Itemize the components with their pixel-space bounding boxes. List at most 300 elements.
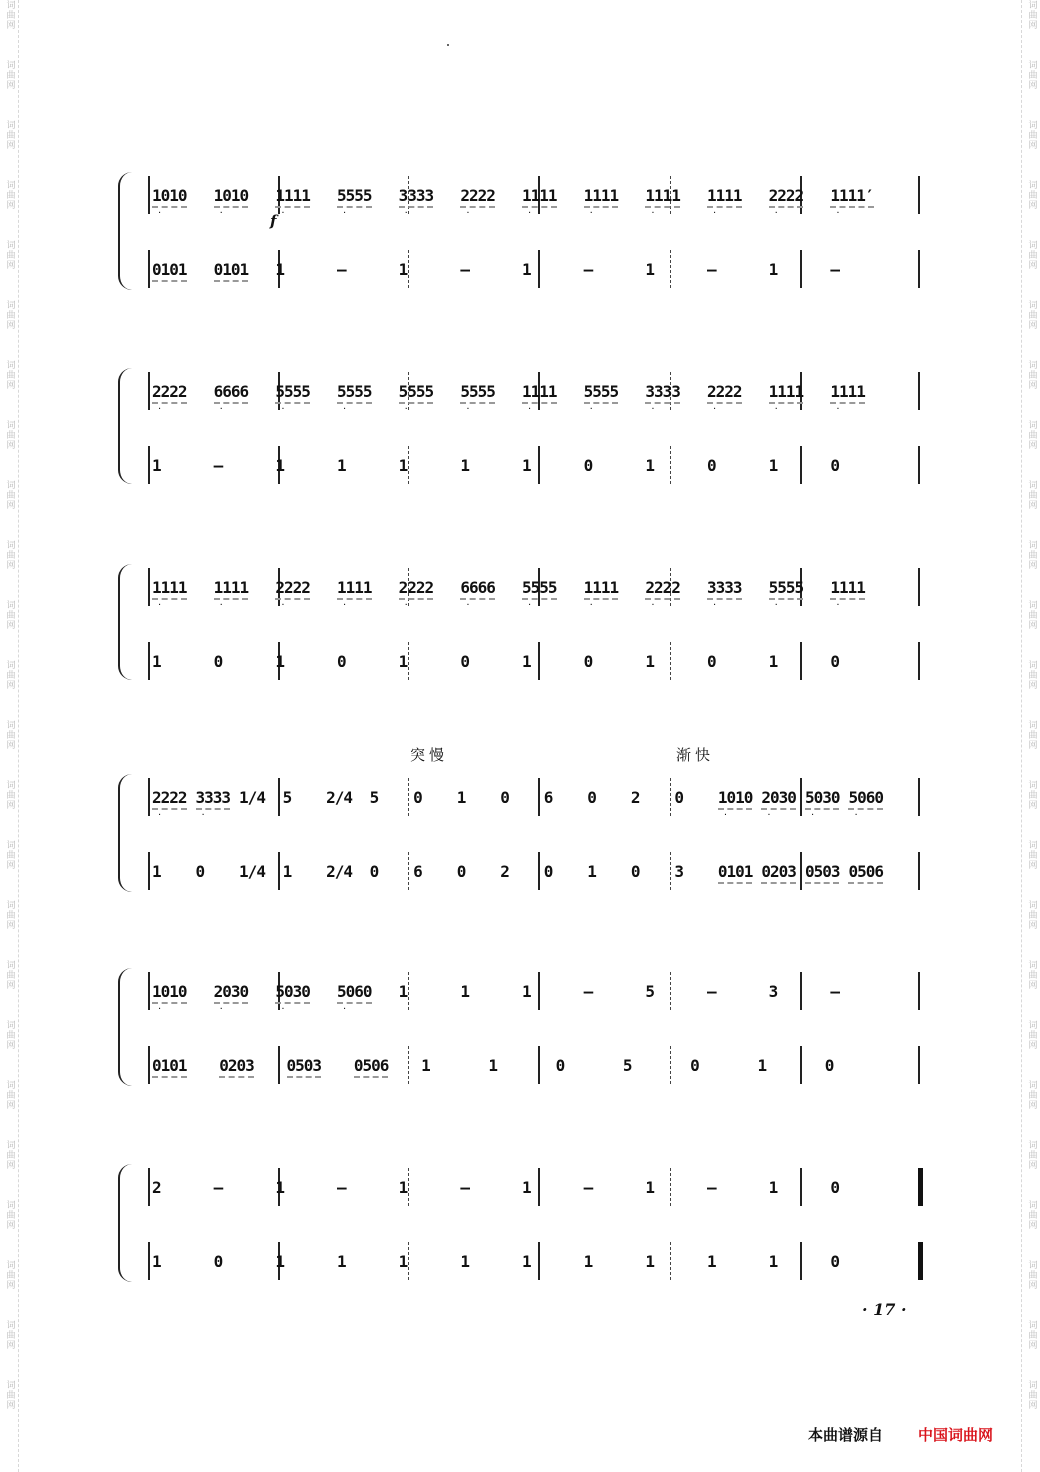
note: 1111	[522, 382, 557, 404]
note: 1	[275, 1252, 284, 1271]
note: 0	[500, 788, 509, 807]
note: 0101	[214, 260, 249, 282]
note: 2222	[769, 186, 804, 208]
bar-line	[148, 852, 150, 890]
end-bar-line	[918, 372, 920, 410]
note: 1	[488, 1056, 497, 1075]
note: 1111	[214, 578, 249, 600]
upper-staff	[148, 376, 920, 415]
watermark-text: 词曲网	[4, 180, 15, 210]
note: 0	[369, 862, 379, 881]
note: –	[460, 260, 469, 279]
bar-line	[670, 446, 671, 484]
bar-line	[538, 778, 540, 816]
note: 1	[522, 652, 531, 671]
note: 1	[152, 652, 161, 671]
watermark-text: 词曲网	[4, 840, 15, 870]
note: 5555	[460, 382, 495, 404]
note: 3	[768, 982, 778, 1001]
octave-dot: ·	[219, 208, 223, 219]
octave-dot: ·	[651, 404, 655, 415]
note: 0503	[805, 862, 840, 884]
note: 1/4	[239, 862, 265, 881]
system-brace	[118, 774, 136, 892]
watermark-text: 词曲网	[1026, 720, 1037, 750]
note: 3	[674, 862, 683, 881]
note: 0	[213, 1252, 223, 1271]
note: 1	[768, 652, 778, 671]
octave-dot: ·	[713, 404, 717, 415]
note: –	[583, 1178, 593, 1197]
octave-dot: ·	[219, 1004, 223, 1015]
watermark-text: 词曲网	[4, 1260, 15, 1290]
note: 0203	[761, 862, 796, 884]
lower-staff	[148, 646, 920, 678]
note: 0	[213, 652, 223, 671]
note: 1	[522, 260, 531, 279]
bar-line	[800, 642, 802, 680]
note: 1	[645, 1252, 654, 1271]
octave-dot: ·	[713, 600, 717, 611]
note: 0	[543, 862, 553, 881]
watermark-text: 词曲网	[4, 240, 15, 270]
lower-staff	[148, 254, 920, 286]
note: 2222	[275, 578, 310, 600]
note: 2222	[152, 788, 187, 810]
octave-dot: ·	[201, 810, 205, 821]
bar-line	[278, 852, 280, 890]
bar-line	[148, 642, 150, 680]
note: 1	[398, 652, 408, 671]
bar-line	[670, 778, 671, 816]
watermark-text: 词曲网	[4, 540, 15, 570]
end-bar-line	[918, 446, 920, 484]
note: 1111′	[830, 186, 873, 208]
bar-line	[148, 176, 150, 214]
lower-staff	[148, 856, 920, 888]
note: 5	[645, 982, 654, 1001]
bar-line	[800, 446, 802, 484]
watermark-text: 词曲网	[4, 900, 15, 930]
note: 0101	[152, 260, 187, 282]
note: 1	[456, 788, 466, 807]
watermark-text: 词曲网	[1026, 1140, 1037, 1170]
bar-line	[800, 1168, 802, 1206]
note: 1	[757, 1056, 767, 1075]
note: 5030	[275, 982, 310, 1004]
note: 5	[282, 788, 292, 807]
tempo-slow: 突慢	[410, 748, 449, 764]
note: 0	[707, 652, 716, 671]
note: 0	[456, 862, 466, 881]
octave-dot: ·	[836, 600, 840, 611]
system-brace	[118, 368, 136, 484]
octave-dot: ·	[589, 600, 593, 611]
note: 0	[830, 1178, 839, 1197]
note: 0	[555, 1056, 565, 1075]
note: 1	[398, 456, 408, 475]
score-system	[118, 168, 920, 292]
system-brace	[118, 172, 136, 290]
octave-dot: ·	[281, 208, 285, 219]
note: 1	[707, 1252, 716, 1271]
bar-line	[148, 568, 150, 606]
note: 1010	[214, 186, 249, 208]
end-bar-line	[918, 568, 920, 606]
watermark-text: 词曲网	[4, 600, 15, 630]
octave-dot: ·	[219, 404, 223, 415]
note: 1/4	[239, 788, 265, 807]
note: 6	[543, 788, 553, 807]
bar-line	[670, 642, 671, 680]
octave-dot: ·	[774, 600, 778, 611]
octave-dot: ·	[158, 404, 162, 415]
note: 5555	[522, 578, 557, 600]
note: 2	[500, 862, 509, 881]
end-bar-line	[918, 852, 920, 890]
note: 2222	[645, 578, 680, 600]
watermark-text: 词曲网	[4, 120, 15, 150]
note: 1	[152, 1252, 161, 1271]
octave-dot: ·	[836, 208, 840, 219]
bar-line	[538, 446, 540, 484]
watermark-text: 词曲网	[1026, 660, 1037, 690]
octave-dot: ·	[343, 1004, 347, 1015]
watermark-text: 词曲网	[4, 1200, 15, 1230]
bar-line	[538, 1168, 540, 1206]
note: 1	[337, 1252, 346, 1271]
watermark-text: 词曲网	[1026, 360, 1037, 390]
octave-dot: ·	[713, 208, 717, 219]
watermark-text: 词曲网	[4, 1080, 15, 1110]
octave-dot: ·	[158, 208, 162, 219]
note: 1010	[152, 982, 187, 1004]
bar-line	[408, 852, 409, 890]
note: 5	[369, 788, 379, 807]
octave-dot: ·	[158, 810, 162, 821]
bar-line	[800, 1046, 802, 1084]
note: 0	[587, 788, 596, 807]
bar-line	[538, 1046, 540, 1084]
watermark-text: 词曲网	[4, 1140, 15, 1170]
note: 5555	[337, 382, 372, 404]
note: 1010	[718, 788, 753, 810]
watermark-text: 词曲网	[1026, 900, 1037, 930]
bar-line	[538, 642, 540, 680]
bar-line	[148, 250, 150, 288]
octave-dot: ·	[651, 208, 655, 219]
note: –	[460, 1178, 469, 1197]
watermark-text: 词曲网	[1026, 480, 1037, 510]
bar-line	[408, 250, 409, 288]
octave-dot: ·	[219, 600, 223, 611]
bar-line	[278, 778, 280, 816]
note: 5030	[805, 788, 840, 810]
end-bar-line	[918, 778, 920, 816]
bar-line	[408, 972, 409, 1010]
upper-staff	[148, 1172, 920, 1204]
bar-line	[408, 778, 409, 816]
end-bar-line	[918, 1168, 923, 1206]
note: 1111	[830, 578, 865, 600]
upper-staff	[148, 572, 920, 611]
octave-dot: ·	[528, 208, 532, 219]
watermark-text: 词曲网	[1026, 1260, 1037, 1290]
note: 0203	[219, 1056, 254, 1078]
octave-dot: ·	[854, 810, 858, 821]
octave-dot: ·	[528, 404, 532, 415]
note: 0	[413, 788, 422, 807]
note: 1111	[769, 382, 804, 404]
bar-line	[148, 1242, 150, 1280]
score-system	[118, 364, 920, 486]
watermark-text: 词曲网	[1026, 1200, 1037, 1230]
lower-staff	[148, 1246, 920, 1278]
octave-dot: ·	[343, 404, 347, 415]
octave-dot: ·	[528, 600, 532, 611]
bar-line	[670, 972, 671, 1010]
note: 1	[768, 1178, 778, 1197]
watermark-text: 词曲网	[1026, 60, 1037, 90]
note: 1111	[645, 186, 680, 208]
note: 0101	[152, 1056, 187, 1078]
watermark-text: 词曲网	[1026, 600, 1037, 630]
note: 0506	[354, 1056, 389, 1078]
note: 1	[587, 862, 596, 881]
note: 1	[275, 652, 284, 671]
end-bar-line	[918, 250, 920, 288]
note: 5555	[399, 382, 434, 404]
octave-dot: ·	[466, 600, 470, 611]
note: 2/4	[326, 788, 353, 807]
bar-line	[670, 1046, 671, 1084]
note: 5555	[275, 382, 310, 404]
bar-line	[148, 1046, 150, 1084]
note: 1	[398, 982, 408, 1001]
dynamic-forte: f	[270, 212, 277, 230]
note: 3333	[707, 578, 742, 600]
note: 5555	[769, 578, 804, 600]
end-bar-line	[918, 972, 920, 1010]
octave-dot: ·	[158, 600, 162, 611]
bar-line	[278, 1046, 280, 1084]
bar-line	[800, 250, 802, 288]
note: 5555	[584, 382, 619, 404]
octave-dot: ·	[158, 1004, 162, 1015]
octave-dot: ·	[767, 810, 771, 821]
footer-site-name[interactable]: 中国词曲网	[918, 1426, 994, 1444]
note: 0	[630, 862, 640, 881]
watermark-text: 词曲网	[4, 0, 15, 30]
note: 0	[690, 1056, 699, 1075]
bar-line	[148, 972, 150, 1010]
watermark-text: 词曲网	[4, 960, 15, 990]
watermark-text: 词曲网	[1026, 540, 1037, 570]
note: 1010	[152, 186, 187, 208]
lower-staff	[148, 1050, 920, 1082]
note: –	[213, 1178, 223, 1197]
tempo-accel: 渐快	[676, 748, 715, 764]
bar-line	[538, 250, 540, 288]
page-number: · 17 ·	[862, 1300, 907, 1319]
note: 0	[707, 456, 716, 475]
lower-staff	[148, 450, 920, 482]
note: 1111	[584, 186, 619, 208]
note: –	[707, 982, 716, 1001]
note: 0	[460, 652, 469, 671]
note: 2030	[761, 788, 796, 810]
note: 1	[645, 652, 654, 671]
watermark-text: 词曲网	[4, 1320, 15, 1350]
bar-line	[670, 250, 671, 288]
octave-dot: ·	[404, 600, 408, 611]
note: 0	[830, 456, 839, 475]
note: 1	[398, 1252, 408, 1271]
watermark-text: 词曲网	[1026, 180, 1037, 210]
note: 0	[824, 1056, 834, 1075]
watermark-text: 词曲网	[1026, 1020, 1037, 1050]
system-brace	[118, 1164, 136, 1282]
watermark-text: 词曲网	[4, 60, 15, 90]
note: 1	[522, 1252, 531, 1271]
note: 5	[622, 1056, 632, 1075]
note: 3333	[399, 186, 434, 208]
note: 1	[768, 456, 778, 475]
note: 3333	[645, 382, 680, 404]
bar-line	[670, 1168, 671, 1206]
octave-dot: ·	[466, 208, 470, 219]
note: –	[707, 1178, 716, 1197]
note: –	[213, 456, 223, 475]
octave-dot: ·	[589, 404, 593, 415]
note: 0101	[718, 862, 753, 884]
octave-dot: ·	[466, 404, 470, 415]
note: 1	[275, 260, 284, 279]
note: 0	[583, 456, 593, 475]
system-brace	[118, 968, 136, 1086]
watermark-text: 词曲网	[1026, 840, 1037, 870]
note: 0	[674, 788, 683, 807]
note: 2222	[152, 382, 187, 404]
note: 1	[152, 456, 161, 475]
watermark-left	[0, 0, 19, 1472]
watermark-text: 词曲网	[4, 1380, 15, 1410]
note: 1	[522, 1178, 531, 1197]
watermark-text: 词曲网	[4, 480, 15, 510]
note: 2	[630, 788, 640, 807]
note: 0503	[287, 1056, 322, 1078]
note: –	[583, 982, 593, 1001]
note: 1111	[830, 382, 865, 404]
watermark-text: 词曲网	[4, 660, 15, 690]
bar-line	[408, 642, 409, 680]
note: 3333	[196, 788, 231, 810]
note: 5060	[848, 788, 883, 810]
note: 2030	[214, 982, 249, 1004]
bar-line	[670, 1242, 671, 1280]
note: 1	[398, 1178, 408, 1197]
note: 5555	[337, 186, 372, 208]
note: 1	[583, 1252, 593, 1271]
bar-line	[148, 778, 150, 816]
note: 0	[195, 862, 205, 881]
watermark-right	[1021, 0, 1040, 1472]
watermark-text: 词曲网	[1026, 1380, 1037, 1410]
octave-dot: ·	[343, 208, 347, 219]
bar-line	[148, 446, 150, 484]
note: 6666	[460, 578, 495, 600]
note: –	[337, 260, 346, 279]
watermark-text: 词曲网	[1026, 960, 1037, 990]
note: 1	[460, 1252, 469, 1271]
watermark-text: 词曲网	[1026, 120, 1037, 150]
note: 1	[275, 456, 284, 475]
watermark-text: 词曲网	[1026, 1320, 1037, 1350]
octave-dot: ·	[404, 208, 408, 219]
octave-dot: ·	[589, 208, 593, 219]
note: 0	[337, 652, 346, 671]
note: –	[707, 260, 716, 279]
note: 1	[645, 260, 654, 279]
octave-dot: ·	[281, 600, 285, 611]
system-brace	[118, 564, 136, 680]
note: 1	[522, 982, 531, 1001]
upper-staff	[148, 180, 920, 219]
end-bar-line	[918, 176, 920, 214]
upper-staff	[148, 976, 920, 1015]
speck	[447, 44, 449, 46]
octave-dot: ·	[281, 1004, 285, 1015]
bar-line	[148, 1168, 150, 1206]
note: 1	[460, 456, 469, 475]
note: 1	[275, 1178, 284, 1197]
note: 0	[583, 652, 593, 671]
note: 1111	[275, 186, 310, 208]
watermark-text: 词曲网	[1026, 780, 1037, 810]
note: 0	[830, 1252, 839, 1271]
bar-line	[408, 1242, 409, 1280]
bar-line	[408, 1046, 409, 1084]
octave-dot: ·	[404, 404, 408, 415]
octave-dot: ·	[343, 600, 347, 611]
octave-dot: ·	[723, 810, 728, 821]
note: 1111	[707, 186, 742, 208]
note: –	[830, 982, 839, 1001]
note: 1	[645, 456, 654, 475]
note: 2	[152, 1178, 161, 1197]
bar-line	[800, 1242, 802, 1280]
note: 1111	[337, 578, 372, 600]
note: 2/4	[326, 862, 353, 881]
bar-line	[408, 446, 409, 484]
octave-dot: ·	[774, 208, 778, 219]
note: 1	[421, 1056, 430, 1075]
bar-line	[538, 972, 540, 1010]
watermark-text: 词曲网	[4, 360, 15, 390]
note: 2222	[460, 186, 495, 208]
note: 1	[768, 260, 778, 279]
bar-line	[800, 778, 802, 816]
note: 1	[522, 456, 531, 475]
note: 2222	[399, 578, 434, 600]
note: 1	[152, 862, 161, 881]
bar-line	[800, 972, 802, 1010]
bar-line	[408, 1168, 409, 1206]
note: –	[830, 260, 839, 279]
upper-staff	[148, 782, 920, 821]
bar-line	[148, 372, 150, 410]
note: 1111	[152, 578, 187, 600]
